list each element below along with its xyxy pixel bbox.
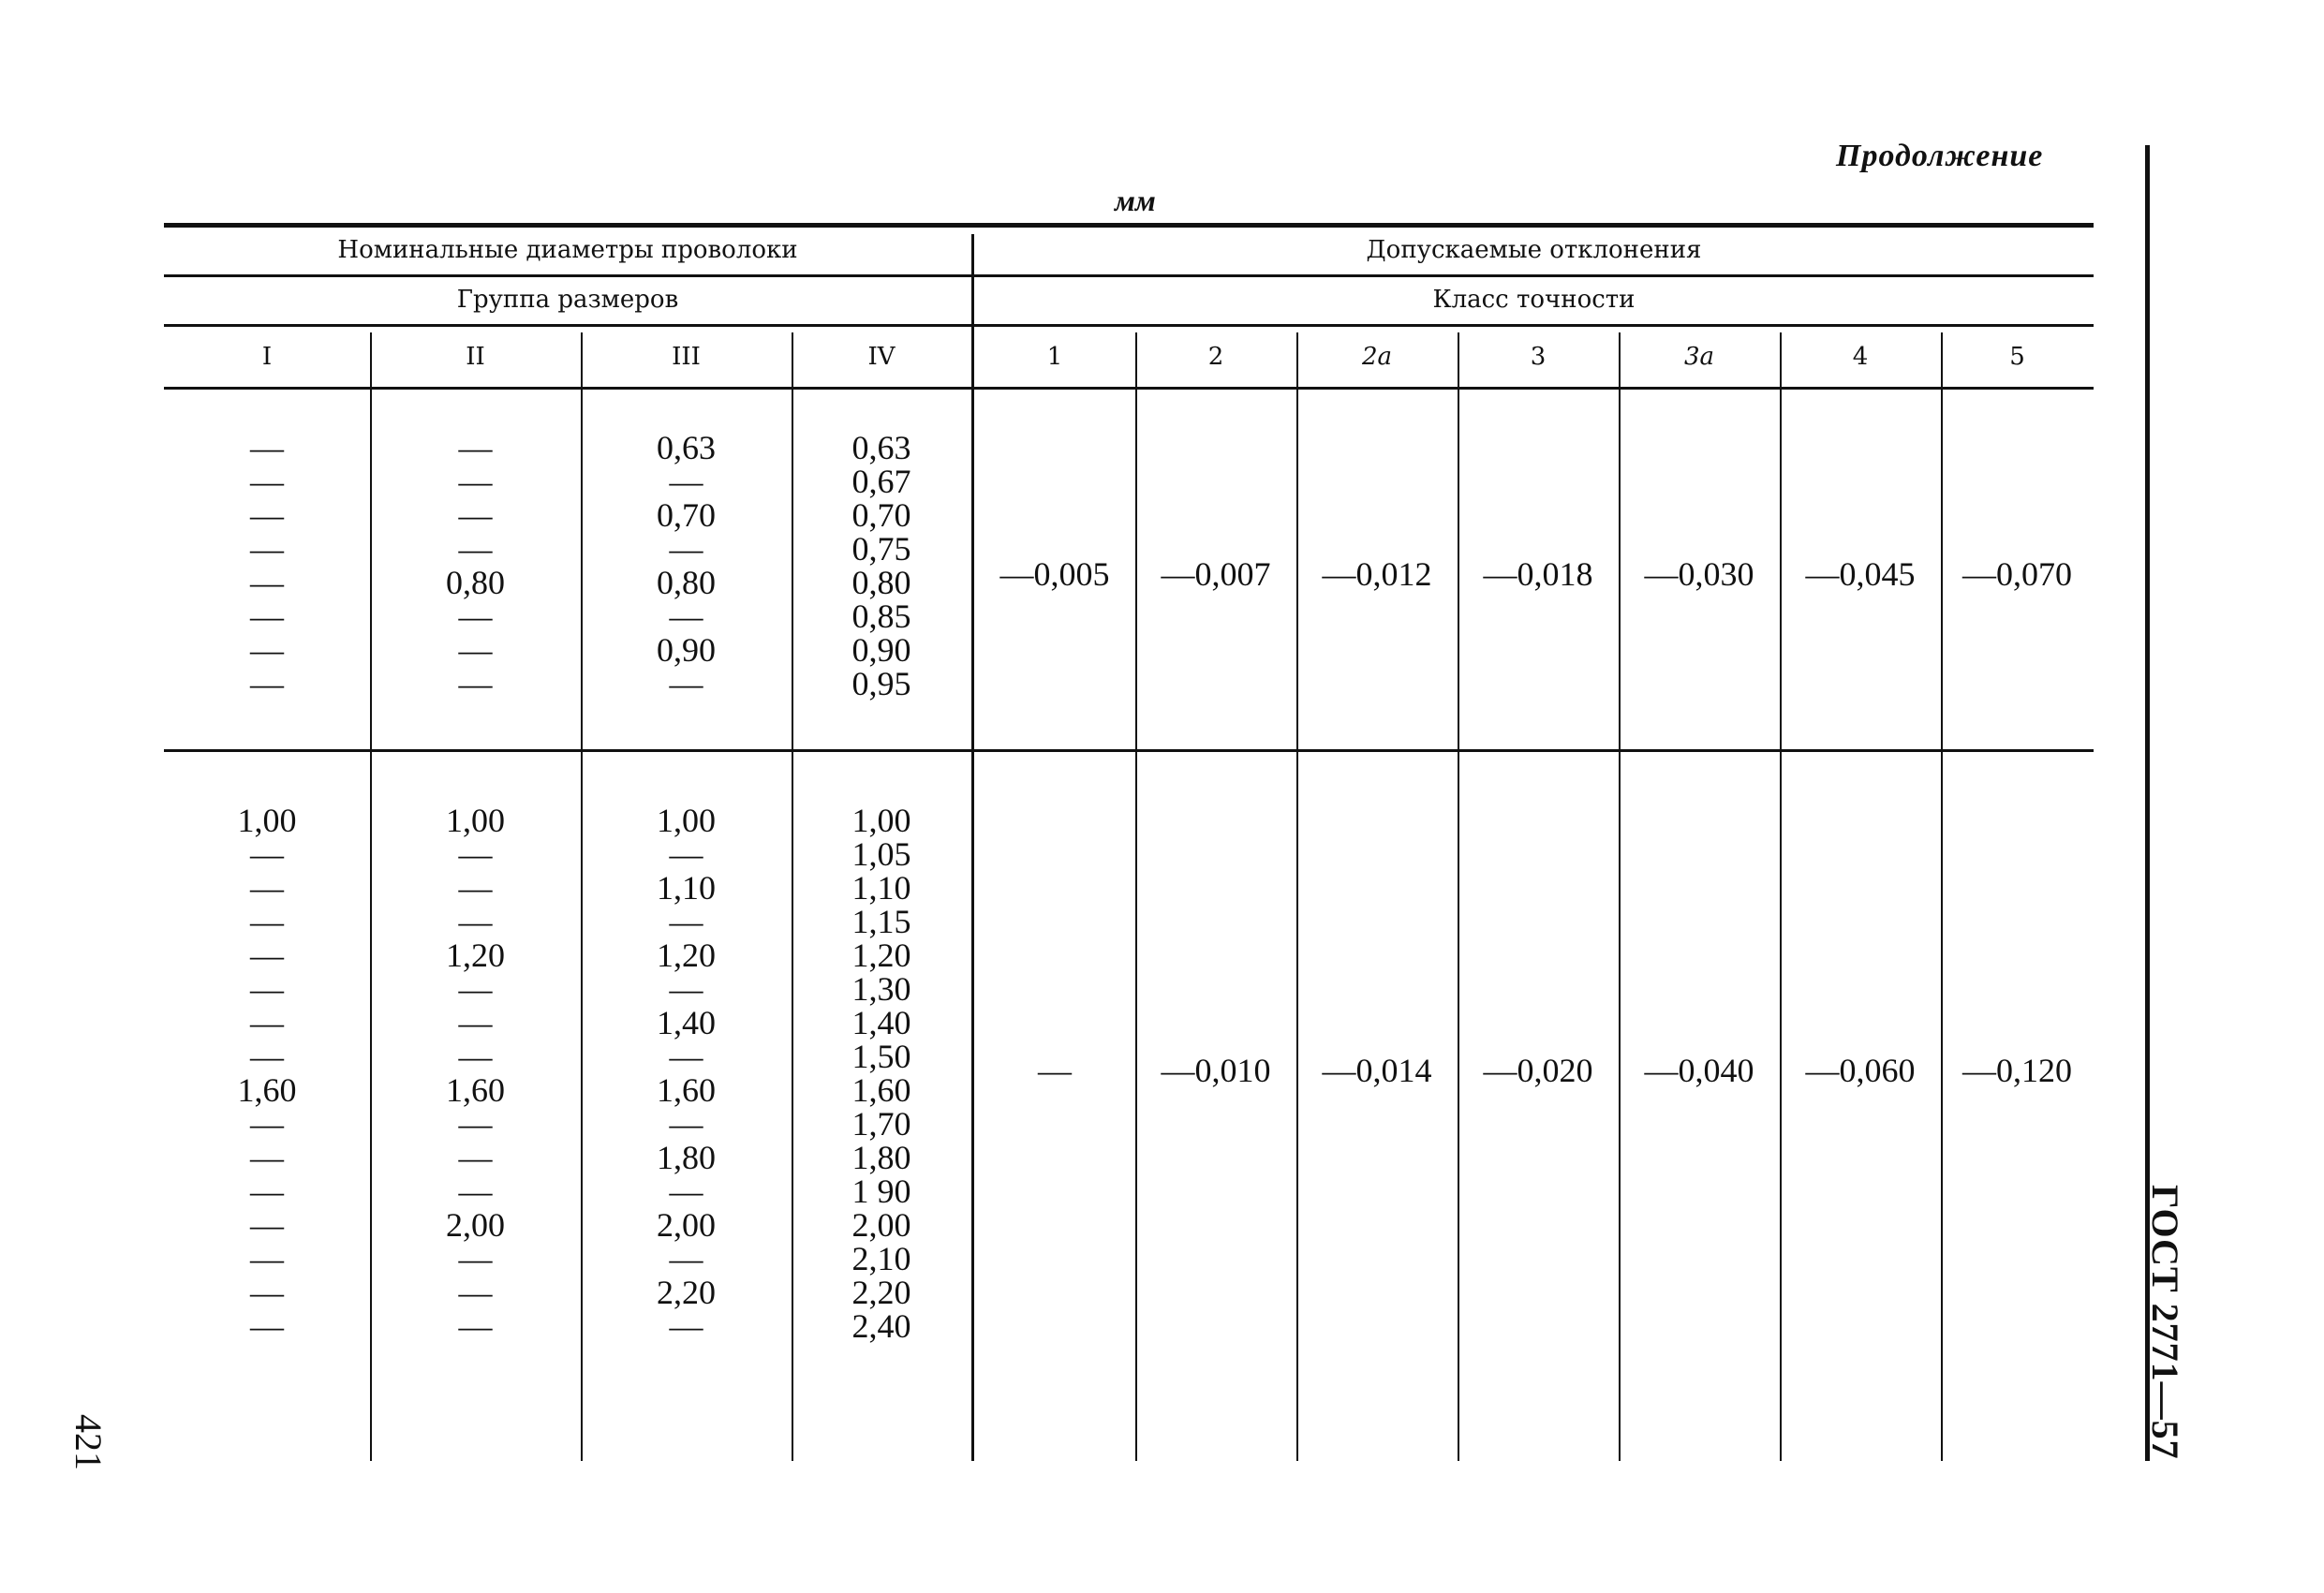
- size-value: —: [250, 1206, 284, 1244]
- size-value: —: [250, 496, 284, 534]
- size-value: —: [250, 463, 284, 500]
- block1-tol-class-3: —0,018: [1483, 555, 1593, 593]
- block2-tol-class-4: —0,060: [1805, 1052, 1916, 1089]
- size-value: —: [458, 835, 493, 873]
- size-value: —: [458, 1274, 493, 1311]
- size-value: 1,00: [657, 802, 716, 839]
- size-value: —: [669, 665, 703, 702]
- header-accuracy-class: Класс точности: [1432, 286, 1636, 314]
- size-value: —: [458, 429, 493, 466]
- size-value: 0,90: [657, 631, 716, 669]
- size-value: —: [458, 1240, 493, 1277]
- size-value: —: [250, 1038, 284, 1075]
- size-value: 1,20: [851, 937, 911, 974]
- size-value: —: [669, 1307, 703, 1345]
- size-value: —: [458, 869, 493, 907]
- col-group-iv: IV: [867, 343, 896, 371]
- block2-group-i: [164, 804, 370, 1343]
- size-value: 1,80: [851, 1139, 911, 1176]
- size-value: —: [250, 1173, 284, 1210]
- block2-tol-class-1: —: [1038, 1052, 1072, 1089]
- size-value: —: [458, 530, 493, 568]
- size-value: —: [458, 1173, 493, 1210]
- block1-tol-class-3a: —0,030: [1644, 555, 1754, 593]
- size-value: —: [669, 1038, 703, 1075]
- size-value: 1,60: [657, 1071, 716, 1109]
- size-value: —: [458, 631, 493, 669]
- size-value: —: [458, 1139, 493, 1176]
- block2-group-iv: [792, 804, 971, 1343]
- size-value: 2,00: [851, 1206, 911, 1244]
- size-value: 1,50: [851, 1038, 911, 1075]
- size-value: —: [250, 665, 284, 702]
- size-value: 0,80: [851, 564, 911, 601]
- block2-tol-class-5: —0,120: [1962, 1052, 2072, 1089]
- size-value: —: [458, 463, 493, 500]
- block1-tol-class-4: —0,045: [1805, 555, 1916, 593]
- size-value: 0,80: [657, 564, 716, 601]
- size-value: —: [458, 970, 493, 1008]
- block1-group-i: [164, 431, 370, 701]
- header-rule-1: [164, 274, 2094, 277]
- col-class-3a: 3a: [1683, 343, 1715, 371]
- size-value: —: [250, 835, 284, 873]
- size-value: 2,00: [446, 1206, 505, 1244]
- block2-group-iii: [581, 804, 792, 1343]
- size-value: —: [250, 1139, 284, 1176]
- size-value: —: [250, 937, 284, 974]
- size-value: 1,00: [851, 802, 911, 839]
- size-value: 2,10: [851, 1240, 911, 1277]
- divider-left-right: [971, 234, 974, 1461]
- size-value: —: [669, 970, 703, 1008]
- size-value: —: [458, 1307, 493, 1345]
- size-value: 0,95: [851, 665, 911, 702]
- size-value: —: [250, 1274, 284, 1311]
- size-value: —: [250, 1307, 284, 1345]
- size-value: 0,70: [851, 496, 911, 534]
- divider-col: [1780, 332, 1782, 1461]
- col-class-5: 5: [2009, 343, 2025, 371]
- size-value: 1,40: [657, 1004, 716, 1041]
- size-value: —: [669, 835, 703, 873]
- size-value: 0,90: [851, 631, 911, 669]
- size-value: 1,00: [237, 802, 297, 839]
- block2-tol-class-2a: —0,014: [1322, 1052, 1432, 1089]
- size-value: —: [669, 1240, 703, 1277]
- divider-col: [1619, 332, 1621, 1461]
- size-value: 0,75: [851, 530, 911, 568]
- col-group-iii: III: [672, 343, 701, 371]
- col-class-2: 2: [1207, 343, 1224, 371]
- size-value: 2,20: [657, 1274, 716, 1311]
- block2-tol-class-2: —0,010: [1161, 1052, 1271, 1089]
- size-value: —: [458, 665, 493, 702]
- divider-col: [1296, 332, 1298, 1461]
- size-value: —: [669, 903, 703, 940]
- size-value: —: [669, 597, 703, 635]
- block1-tol-class-2a: —0,012: [1322, 555, 1432, 593]
- size-value: 1,60: [237, 1071, 297, 1109]
- size-value: —: [250, 530, 284, 568]
- size-value: 0,63: [657, 429, 716, 466]
- size-value: —: [250, 1105, 284, 1143]
- size-value: 1,20: [446, 937, 505, 974]
- size-value: 1,40: [851, 1004, 911, 1041]
- header-size-group: Группа размеров: [456, 286, 679, 314]
- block1-tol-class-1: —0,005: [999, 555, 1110, 593]
- size-value: 1,00: [446, 802, 505, 839]
- size-value: 1,20: [657, 937, 716, 974]
- size-value: —: [458, 496, 493, 534]
- size-value: 1,10: [657, 869, 716, 907]
- size-value: 1,10: [851, 869, 911, 907]
- standard-designation: ГОСТ 2771—57: [2144, 1185, 2186, 1460]
- unit-label: мм: [1115, 184, 1156, 217]
- size-value: 2,20: [851, 1274, 911, 1311]
- size-value: 1,15: [851, 903, 911, 940]
- size-value: 1 90: [851, 1173, 911, 1210]
- table-top-rule: [164, 223, 2094, 228]
- size-value: 1,30: [851, 970, 911, 1008]
- col-group-ii: II: [466, 343, 485, 371]
- size-value: 0,70: [657, 496, 716, 534]
- size-value: —: [669, 1105, 703, 1143]
- size-value: —: [250, 631, 284, 669]
- block1-tol-class-2: —0,007: [1161, 555, 1271, 593]
- size-value: —: [250, 429, 284, 466]
- col-class-1: 1: [1046, 343, 1063, 371]
- size-value: 2,00: [657, 1206, 716, 1244]
- size-value: —: [669, 1173, 703, 1210]
- size-value: —: [669, 463, 703, 500]
- size-value: —: [250, 970, 284, 1008]
- block1-tol-class-5: —0,070: [1962, 555, 2072, 593]
- header-rule-3: [164, 387, 2094, 390]
- header-tolerances: Допускаемые отклонения: [1366, 236, 1702, 264]
- divider-col: [1941, 332, 1943, 1461]
- size-value: —: [250, 1240, 284, 1277]
- size-value: —: [250, 1004, 284, 1041]
- size-value: —: [458, 903, 493, 940]
- header-rule-2: [164, 324, 2094, 327]
- header-nominal-diameters: Номинальные диаметры проволоки: [337, 236, 798, 264]
- col-class-3: 3: [1530, 343, 1547, 371]
- block2-tol-class-3a: —0,040: [1644, 1052, 1754, 1089]
- block-separator: [164, 749, 2094, 752]
- size-value: —: [458, 1105, 493, 1143]
- col-group-i: I: [261, 343, 273, 371]
- block2-tol-class-3: —0,020: [1483, 1052, 1593, 1089]
- size-value: 1,60: [851, 1071, 911, 1109]
- block1-group-ii: [370, 431, 581, 701]
- block1-group-iv: [792, 431, 971, 701]
- size-value: —: [458, 597, 493, 635]
- size-value: 0,63: [851, 429, 911, 466]
- size-value: —: [250, 903, 284, 940]
- col-class-4: 4: [1852, 343, 1869, 371]
- size-value: —: [458, 1038, 493, 1075]
- size-value: —: [669, 530, 703, 568]
- col-class-2a: 2a: [1361, 343, 1393, 371]
- size-value: —: [250, 564, 284, 601]
- divider-col: [1458, 332, 1459, 1461]
- size-value: —: [250, 597, 284, 635]
- size-value: 0,67: [851, 463, 911, 500]
- continuation-label: Продолжение: [1836, 139, 2044, 173]
- divider-col: [1135, 332, 1137, 1461]
- size-value: 1,05: [851, 835, 911, 873]
- size-value: 0,80: [446, 564, 505, 601]
- block1-group-iii: [581, 431, 792, 701]
- size-value: —: [250, 869, 284, 907]
- page-number: 421: [67, 1414, 110, 1470]
- block2-group-ii: [370, 804, 581, 1343]
- size-value: 2,40: [851, 1307, 911, 1345]
- size-value: 1,60: [446, 1071, 505, 1109]
- size-value: 1,80: [657, 1139, 716, 1176]
- size-value: —: [458, 1004, 493, 1041]
- size-value: 1,70: [851, 1105, 911, 1143]
- size-value: 0,85: [851, 597, 911, 635]
